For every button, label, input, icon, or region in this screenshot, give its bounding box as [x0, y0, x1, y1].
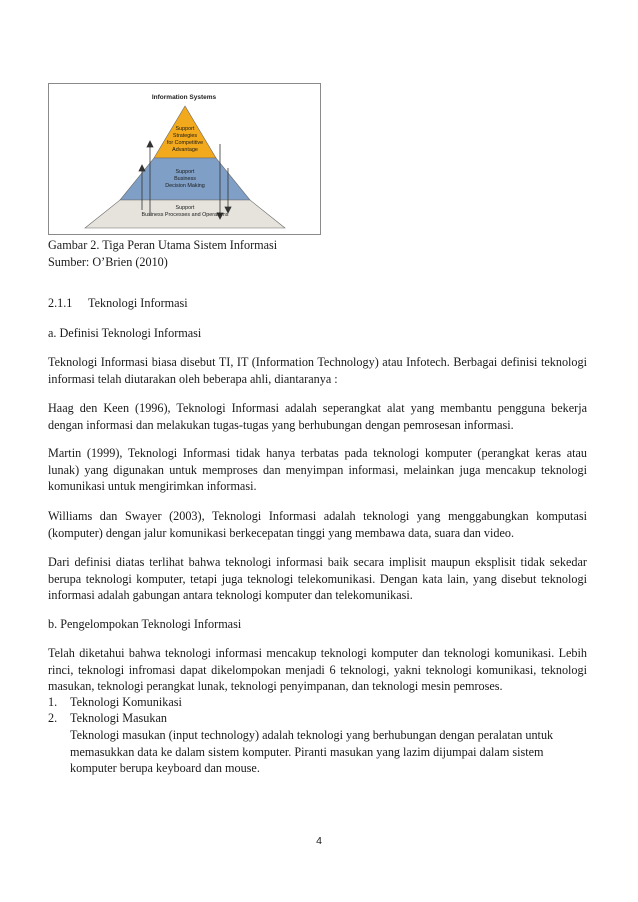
caption-source: Sumber: O’Brien (2010) [48, 254, 168, 269]
list-item-detail: Teknologi masukan (input technology) adalah teknologi yang berhubungan dengan peralatan untuk memasukkan data ke dalam sistem komputer. Piranti masukan yang lazim dijumpai dalam sistem komputer berupa keyboard dan mouse. [70, 728, 554, 775]
top-tier-line-4: Advantage [172, 147, 198, 153]
paragraph-5: Dari definisi diatas terlihat bahwa teknologi informasi baik secara implisit maupun eksplisit tidak sekedar berupa teknologi komputer, tetapi juga teknologi telekomunikasi. Dengan kata lain, yang disebut teknologi informasi adalah gabungan antara teknologi komputer dan telekomunikasi. [48, 555, 587, 602]
pyramid-diagram [49, 84, 320, 234]
figure-caption [48, 237, 587, 270]
section-heading [48, 295, 587, 312]
list-item-number: 2. [48, 711, 58, 725]
figure-title: Information Systems [151, 94, 217, 101]
bottom-tier-line-2: Business Processes and Operations [141, 212, 229, 218]
top-tier-line-2: Strategies [172, 133, 198, 139]
caption-title: Gambar 2. Tiga Peran Utama Sistem Informasi [48, 238, 278, 252]
subheading-b: b. Pengelompokan Teknologi Informasi [48, 617, 242, 631]
list-item-number: 1. [48, 695, 58, 709]
paragraph-6: Telah diketahui bahwa teknologi informasi mencakup teknologi komputer dan teknologi komunikasi. Lebih rinci, teknologi infromasi dapat dikelompokan menjadi 6 teknologi, yakni teknologi komunikasi, teknologi masukan, teknologi perangkat lunak, teknologi penyimpanan, dan teknologi mesin pemroses. [48, 646, 587, 693]
middle-tier-line-3: Decision Making [165, 183, 205, 189]
information-systems-figure [48, 83, 321, 235]
section-number: 2.1.1 [48, 296, 73, 310]
bottom-tier-line-1: Support [175, 205, 195, 211]
paragraph-2: Haag den Keen (1996), Teknologi Informasi adalah seperangkat alat yang membantu pengguna bekerja dengan informasi dan melakukan tugas-tugas yang berhubungan dengan pemrosesan informasi. [48, 401, 587, 432]
section-title: Teknologi Informasi [88, 296, 188, 310]
top-tier-line-3: for Competitive [166, 140, 204, 146]
paragraph-3: Martin (1999), Teknologi Informasi tidak hanya terbatas pada teknologi komputer (perangkat keras atau lunak) yang digunakan untuk memproses dan menyimpan informasi, melainkan juga mencakup teknologi komunikasi untuk mengirimkan informasi. [48, 446, 587, 493]
list-item-label: Teknologi Komunikasi [70, 695, 182, 709]
paragraph-4: Williams dan Swayer (2003), Teknologi Informasi adalah teknologi yang menggabungkan komputasi (komputer) dengan jalur komunikasi berkecepatan tinggi yang membawa data, suara dan video. [48, 509, 587, 540]
middle-tier-line-2: Business [174, 176, 196, 182]
subheading-a: a. Definisi Teknologi Informasi [48, 326, 202, 340]
list-item-label: Teknologi Masukan [70, 711, 167, 725]
page-number: 4 [316, 835, 322, 847]
top-tier-line-1: Support [175, 126, 195, 132]
middle-tier-line-1: Support [175, 169, 195, 175]
paragraph-1: Teknologi Informasi biasa disebut TI, IT (Information Technology) atau Infotech. Berbagai definisi teknologi informasi telah diutarakan oleh beberapa ahli, diantaranya : [48, 355, 587, 386]
